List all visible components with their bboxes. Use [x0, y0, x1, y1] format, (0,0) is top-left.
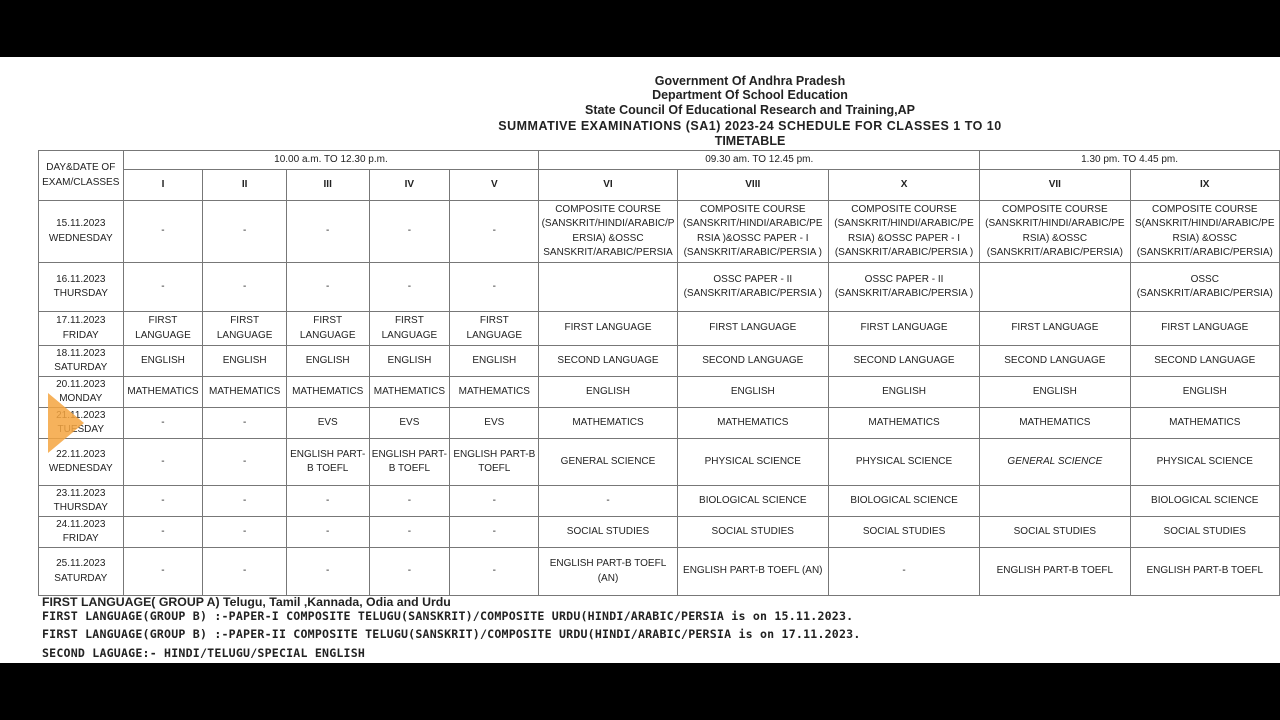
- subject-cell: -: [369, 548, 450, 596]
- subject-cell: -: [203, 263, 287, 312]
- session-header-2: 09.30 am. TO 12.45 pm.: [539, 151, 980, 170]
- subject-cell: SOCIAL STUDIES: [539, 517, 677, 548]
- exam-date: 15.11.2023: [56, 218, 106, 229]
- subject-cell: FIRST LANGUAGE: [203, 312, 287, 346]
- timetable-table: [38, 150, 1280, 596]
- subject-cell: COMPOSITE COURSE S(ANSKRIT/HINDI/ARABIC/PERSIA) &OSSC (SANSKRIT/ARABIC/PERSIA): [1130, 201, 1279, 263]
- date-cell: [39, 517, 124, 548]
- subject-cell: -: [123, 517, 203, 548]
- subject-cell: -: [369, 517, 450, 548]
- subject-cell: ENGLISH PART-B TOEFL: [980, 548, 1130, 596]
- subject-cell: MATHEMATICS: [677, 408, 828, 439]
- subject-cell: FIRST LANGUAGE: [286, 312, 369, 346]
- subject-cell: BIOLOGICAL SCIENCE: [828, 486, 979, 517]
- subject-cell: FIRST LANGUAGE: [677, 312, 828, 346]
- exam-date: 16.11.2023: [56, 273, 106, 285]
- subject-cell: SECOND LANGUAGE: [828, 346, 979, 377]
- footer-note-second-language: SECOND LAGUAGE:- HINDI/TELUGU/SPECIAL ENGLISH: [42, 646, 366, 660]
- subject-cell: -: [203, 439, 287, 486]
- subject-cell: -: [450, 548, 539, 596]
- table-row: [39, 263, 1280, 312]
- subject-cell: MATHEMATICS: [1130, 408, 1279, 439]
- subject-cell: COMPOSITE COURSE (SANSKRIT/HINDI/ARABIC/PERSIA) &OSSC PAPER - I (SANSKRIT/ARABIC/PERSIA ): [828, 201, 979, 263]
- exam-day: SATURDAY: [54, 362, 108, 373]
- exam-date: 21.11.2023: [56, 409, 106, 421]
- highlight-marker-icon: [48, 393, 84, 453]
- subject-cell: MATHEMATICS: [980, 408, 1130, 439]
- subject-cell: COMPOSITE COURSE (SANSKRIT/HINDI/ARABIC/PERSIA )&OSSC PAPER - I (SANSKRIT/ARABIC/PERSIA ): [677, 201, 828, 263]
- subject-cell: -: [369, 263, 450, 312]
- subject-cell: SOCIAL STUDIES: [677, 517, 828, 548]
- subject-cell: ENGLISH: [828, 377, 979, 408]
- subject-cell: -: [203, 486, 287, 517]
- subject-cell: -: [539, 486, 677, 517]
- subject-cell: -: [369, 201, 450, 263]
- exam-day: SATURDAY: [54, 572, 108, 584]
- subject-cell: -: [450, 517, 539, 548]
- class-header-row: [39, 170, 1280, 201]
- header-scert: State Council Of Educational Research and Training,AP: [585, 103, 915, 117]
- subject-cell: ENGLISH: [1130, 377, 1279, 408]
- subject-cell: [539, 263, 677, 312]
- subject-cell: OSSC (SANSKRIT/ARABIC/PERSIA): [1130, 263, 1279, 312]
- subject-cell: SECOND LANGUAGE: [1130, 346, 1279, 377]
- corner-header: DAY&DATE OF EXAM/CLASSES: [39, 151, 124, 201]
- document-page: [0, 57, 1280, 663]
- subject-cell: FIRST LANGUAGE: [450, 312, 539, 346]
- exam-date: 24.11.2023: [56, 518, 106, 530]
- class-header: VI: [539, 170, 677, 201]
- date-cell: [39, 486, 124, 517]
- class-header: IV: [369, 170, 450, 201]
- subject-cell: SOCIAL STUDIES: [1130, 517, 1279, 548]
- subject-cell: ENGLISH: [203, 346, 287, 377]
- exam-day: WEDNESDAY: [48, 463, 113, 474]
- table-row: [39, 408, 1280, 439]
- header-timetable: TIMETABLE: [714, 134, 786, 148]
- subject-cell: MATHEMATICS: [369, 377, 450, 408]
- subject-cell: -: [286, 263, 369, 312]
- subject-cell: GENERAL SCIENCE: [539, 439, 677, 486]
- class-header: II: [203, 170, 287, 201]
- subject-cell: FIRST LANGUAGE: [123, 312, 203, 346]
- exam-day: MONDAY: [59, 393, 103, 404]
- exam-day: THURSDAY: [53, 288, 108, 299]
- subject-cell: -: [450, 263, 539, 312]
- date-cell: [39, 263, 124, 312]
- subject-cell: EVS: [450, 408, 539, 439]
- subject-cell: FIRST LANGUAGE: [369, 312, 450, 346]
- subject-cell: ENGLISH PART-B TOEFL (AN): [677, 548, 828, 596]
- subject-cell: OSSC PAPER - II (SANSKRIT/ARABIC/PERSIA ): [677, 263, 828, 312]
- subject-cell: -: [123, 548, 203, 596]
- exam-day: FRIDAY: [62, 533, 99, 544]
- exam-date: 18.11.2023: [56, 347, 106, 359]
- subject-cell: -: [286, 548, 369, 596]
- footer-note-group-b-paper1: FIRST LANGUAGE(GROUP B) :-PAPER-I COMPOSITE TELUGU(SANSKRIT)/COMPOSITE URDU(HINDI/ARABIC/PERSIA is on 15.11.2023.: [42, 609, 854, 623]
- session-header-1: 10.00 a.m. TO 12.30 p.m.: [123, 151, 539, 170]
- subject-cell: COMPOSITE COURSE (SANSKRIT/HINDI/ARABIC/PERSIA) &OSSC (SANSKRIT/ARABIC/PERSIA): [980, 201, 1130, 263]
- subject-cell: BIOLOGICAL SCIENCE: [1130, 486, 1279, 517]
- exam-day: THURSDAY: [53, 502, 108, 513]
- subject-cell: ENGLISH: [539, 377, 677, 408]
- class-header: III: [286, 170, 369, 201]
- footer-note-group-b-paper2: FIRST LANGUAGE(GROUP B) :-PAPER-II COMPOSITE TELUGU(SANSKRIT)/COMPOSITE URDU(HINDI/ARABIC/PERSIA is on 17.11.2023.: [42, 627, 861, 641]
- subject-cell: SECOND LANGUAGE: [539, 346, 677, 377]
- subject-cell: ENGLISH PART-B TOEFL: [1130, 548, 1279, 596]
- subject-cell: MATHEMATICS: [539, 408, 677, 439]
- header-department: Department Of School Education: [652, 88, 848, 102]
- subject-cell: MATHEMATICS: [123, 377, 203, 408]
- table-row: [39, 517, 1280, 548]
- subject-cell: BIOLOGICAL SCIENCE: [677, 486, 828, 517]
- session-header-3: 1.30 pm. TO 4.45 pm.: [980, 151, 1280, 170]
- class-header: I: [123, 170, 203, 201]
- subject-cell: ENGLISH: [677, 377, 828, 408]
- subject-cell: ENGLISH PART-B TOEFL: [369, 439, 450, 486]
- exam-date: 23.11.2023: [56, 487, 106, 499]
- subject-cell: ENGLISH: [369, 346, 450, 377]
- exam-day: WEDNESDAY: [48, 232, 113, 244]
- exam-date: 22.11.2023: [56, 448, 106, 460]
- subject-cell: SOCIAL STUDIES: [828, 517, 979, 548]
- table-row: [39, 548, 1280, 596]
- subject-cell: MATHEMATICS: [828, 408, 979, 439]
- subject-cell: -: [123, 201, 203, 263]
- subject-cell: FIRST LANGUAGE: [539, 312, 677, 346]
- subject-cell: ENGLISH: [123, 346, 203, 377]
- subject-cell: -: [123, 486, 203, 517]
- date-cell: [39, 312, 124, 346]
- subject-cell: OSSC PAPER - II (SANSKRIT/ARABIC/PERSIA ): [828, 263, 979, 312]
- table-row: [39, 486, 1280, 517]
- subject-cell: -: [123, 408, 203, 439]
- subject-cell: [980, 263, 1130, 312]
- subject-cell: -: [286, 201, 369, 263]
- timetable-body: [39, 201, 1280, 596]
- subject-cell: -: [450, 201, 539, 263]
- subject-cell: -: [203, 201, 287, 263]
- subject-cell: MATHEMATICS: [203, 377, 287, 408]
- subject-cell: GENERAL SCIENCE: [980, 439, 1130, 486]
- table-row: [39, 377, 1280, 408]
- subject-cell: -: [123, 263, 203, 312]
- subject-cell: MATHEMATICS: [450, 377, 539, 408]
- table-row: [39, 346, 1280, 377]
- subject-cell: ENGLISH PART-B TOEFL (AN): [539, 548, 677, 596]
- subject-cell: -: [286, 517, 369, 548]
- subject-cell: SOCIAL STUDIES: [980, 517, 1130, 548]
- exam-date: 20.11.2023: [56, 378, 106, 390]
- subject-cell: EVS: [286, 408, 369, 439]
- subject-cell: -: [286, 486, 369, 517]
- subject-cell: -: [450, 486, 539, 517]
- subject-cell: FIRST LANGUAGE: [828, 312, 979, 346]
- subject-cell: FIRST LANGUAGE: [980, 312, 1130, 346]
- subject-cell: -: [203, 408, 287, 439]
- table-row: [39, 312, 1280, 346]
- date-cell: [39, 201, 124, 263]
- subject-cell: COMPOSITE COURSE (SANSKRIT/HINDI/ARABIC/PERSIA) &OSSC SANSKRIT/ARABIC/PERSIA: [539, 201, 677, 263]
- footer-note-group-a: FIRST LANGUAGE( GROUP A) Telugu, Tamil ,Kannada, Odia and Urdu: [42, 595, 451, 609]
- subject-cell: ENGLISH: [980, 377, 1130, 408]
- class-header: V: [450, 170, 539, 201]
- subject-cell: PHYSICAL SCIENCE: [1130, 439, 1279, 486]
- table-row: [39, 439, 1280, 486]
- exam-date: 25.11.2023: [56, 558, 106, 569]
- class-header: X: [828, 170, 979, 201]
- subject-cell: EVS: [369, 408, 450, 439]
- subject-cell: MATHEMATICS: [286, 377, 369, 408]
- subject-cell: FIRST LANGUAGE: [1130, 312, 1279, 346]
- subject-cell: ENGLISH PART-B TOEFL: [450, 439, 539, 486]
- subject-cell: SECOND LANGUAGE: [677, 346, 828, 377]
- subject-cell: -: [203, 548, 287, 596]
- subject-cell: -: [203, 517, 287, 548]
- subject-cell: ENGLISH PART-B TOEFL: [286, 439, 369, 486]
- date-cell: [39, 548, 124, 596]
- class-header: VII: [980, 170, 1130, 201]
- exam-day: FRIDAY: [62, 329, 99, 341]
- subject-cell: -: [369, 486, 450, 517]
- class-header: VIII: [677, 170, 828, 201]
- date-cell: [39, 346, 124, 377]
- header-government: Government Of Andhra Pradesh: [654, 74, 846, 88]
- subject-cell: ENGLISH: [286, 346, 369, 377]
- subject-cell: PHYSICAL SCIENCE: [677, 439, 828, 486]
- exam-day: TUESDAY: [57, 424, 105, 435]
- exam-date: 17.11.2023: [56, 315, 106, 326]
- subject-cell: ENGLISH: [450, 346, 539, 377]
- table-row: [39, 201, 1280, 263]
- subject-cell: SECOND LANGUAGE: [980, 346, 1130, 377]
- class-header: IX: [1130, 170, 1279, 201]
- subject-cell: -: [123, 439, 203, 486]
- subject-cell: -: [828, 548, 979, 596]
- subject-cell: PHYSICAL SCIENCE: [828, 439, 979, 486]
- subject-cell: [980, 486, 1130, 517]
- header-schedule-title: SUMMATIVE EXAMINATIONS (SA1) 2023-24 SCHEDULE FOR CLASSES 1 TO 10: [498, 119, 1002, 133]
